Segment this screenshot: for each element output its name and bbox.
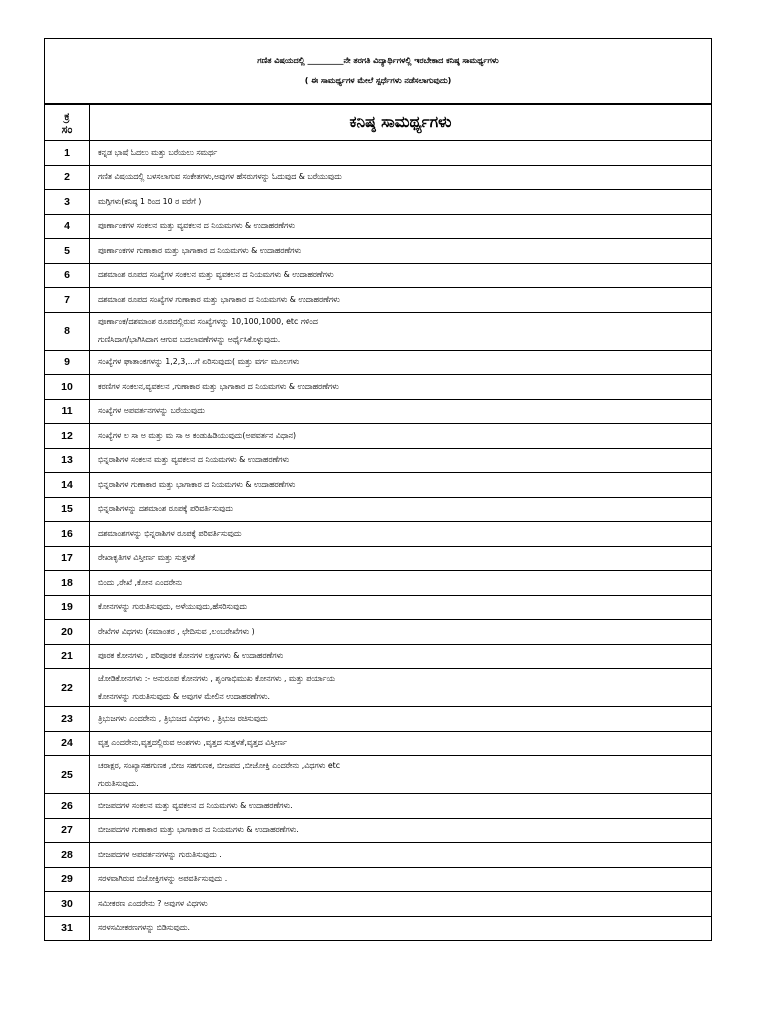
row-number: 17 (45, 546, 90, 571)
competency-text: ಮಗ್ಗಿಗಳು(ಕನಿಷ್ಠ 1 ರಿಂದ 10 ರ ವರೆಗೆ ) (98, 196, 202, 206)
row-number: 8 (45, 312, 90, 350)
table-row (45, 756, 712, 794)
row-number: 25 (45, 756, 90, 794)
competency-text: ಭಿನ್ನರಾಶಿಗಳ ಸಂಕಲನ ಮತ್ತು ವ್ಯವಕಲನ ದ ನಿಯಮಗಳು & ಉದಾಹರಣೆಗಳು (98, 455, 290, 465)
competency-cell (90, 263, 712, 288)
competency-cell (90, 141, 712, 166)
competency-cell (90, 794, 712, 819)
document-header (44, 38, 712, 104)
table-row (45, 794, 712, 819)
competency-text: ದಶಮಾಂಶ ರೂಪದ ಸಂಖ್ಯೆಗಳ ಸಂಕಲನ ಮತ್ತು ವ್ಯವಕಲನ ದ ನಿಯಮಗಳು & ಉದಾಹರಣೆಗಳು (98, 270, 334, 280)
competency-cell (90, 497, 712, 522)
serial-number-header-line2: ಸಂ (61, 122, 73, 136)
row-number: 13 (45, 448, 90, 473)
competency-text: ಸಂಖ್ಯೆಗಳ ಲ ಸಾ ಅ ಮತ್ತು ಮ ಸಾ ಅ ಕಂಡುಹಿಡಿಯುವುದು(ಅಪವರ್ತನ ವಿಧಾನ) (98, 430, 297, 440)
row-number: 11 (45, 399, 90, 424)
competency-text: ಸರಳಸಮೀಕರಣಗಳನ್ನು ಬಿಡಿಸುವುದು. (98, 923, 190, 933)
row-number: 23 (45, 707, 90, 732)
document-sheet (44, 38, 712, 941)
row-number: 29 (45, 867, 90, 892)
competency-cell (90, 756, 712, 794)
table-row (45, 644, 712, 669)
table-row (45, 448, 712, 473)
row-number: 16 (45, 522, 90, 547)
competency-cell (90, 892, 712, 917)
competency-text: ಬಿಂದು ,ರೇಖೆ ,ಕೋನ ಎಂದರೇನು (98, 577, 183, 587)
row-number: 7 (45, 288, 90, 313)
row-number: 30 (45, 892, 90, 917)
competency-cell (90, 375, 712, 400)
competency-cell (90, 620, 712, 645)
table-row (45, 239, 712, 264)
table-row (45, 595, 712, 620)
competency-text: ವೃತ್ತ ಎಂದರೇನು,ವೃತ್ತದಲ್ಲಿರುವ ಅಂಶಗಳು ,ವೃತ್ತದ ಸುತ್ತಳತೆ,ವೃತ್ತದ ವಿಸ್ತೀರ್ಣ (98, 738, 287, 748)
competency-text: ಸಂಖ್ಯೆಗಳ ಘಾತಾಂಕಗಳನ್ನು 1,2,3,...ಗೆ ಏರಿಸುವುದು( ಮತ್ತು ವರ್ಗ ಮೂಲಗಳು (98, 357, 300, 367)
competency-text: ಸಮೀಕರಣ ಎಂದರೇನು ? ಅವುಗಳ ವಿಧಗಳು (98, 898, 208, 908)
competency-text: ಚರಾಕ್ಷರ, ಸಂಖ್ಯಾಸಹಗುಣಕ ,ಬೀಜ ಸಹಗುಣಕ, ಬೀಜಪದ ,ಬೀಜೋಕ್ತಿ ಎಂದರೇನು ,ವಿಧಗಳು etc (98, 760, 341, 770)
table-row (45, 867, 712, 892)
table-row (45, 892, 712, 917)
competency-text: ಭಿನ್ನರಾಶಿಗಳ ಗುಣಾಕಾರ ಮತ್ತು ಭಾಗಾಕಾರ ದ ನಿಯಮಗಳು & ಉದಾಹರಣೆಗಳು (98, 479, 296, 489)
competency-text: ಸರಳವಾಗಿರುವ ಬಿಜೋಕ್ತಿಗಳನ್ನು ಅಪವರ್ತಿಸುವುದು . (98, 874, 228, 884)
row-number: 22 (45, 669, 90, 707)
competency-text: ಭಿನ್ನರಾಶಿಗಳನ್ನು ದಶಮಾಂಶ ರೂಪಕ್ಕೆ ಪರಿವರ್ತಿಸುವುದು (98, 504, 233, 514)
competency-cell (90, 522, 712, 547)
document-subtitle: ( ಈ ಸಾಮರ್ಥ್ಯಗಳ ಮೇಲೆ ಸ್ಪರ್ಧೆಗಳು ನಡೆಸಲಾಗುವುದು) (304, 76, 452, 85)
table-row (45, 190, 712, 215)
row-number: 12 (45, 424, 90, 449)
competency-text-continued: ಕೋನಗಳನ್ನು ಗುರುತಿಸುವುದು & ಅವುಗಳ ಮೇಲಿನ ಉದಾಹರಣೆಗಳು. (98, 691, 270, 701)
table-row (45, 141, 712, 166)
row-number: 10 (45, 375, 90, 400)
row-number: 14 (45, 473, 90, 498)
competency-cell (90, 669, 712, 707)
competency-text-continued: ಗುಣಿಸಿದಾಗ/ಭಾಗಿಸಿದಾಗ ಆಗುವ ಬದಲಾವಣೆಗಳನ್ನು ಅರ್ಥೈಸಿಕೊಳ್ಳುವುದು. (98, 335, 281, 344)
competency-cell (90, 473, 712, 498)
row-number: 28 (45, 843, 90, 868)
row-number: 24 (45, 731, 90, 756)
table-row (45, 546, 712, 571)
row-number: 31 (45, 916, 90, 941)
row-number: 1 (45, 141, 90, 166)
competency-table (44, 104, 712, 941)
table-row (45, 473, 712, 498)
competency-cell (90, 595, 712, 620)
competency-cell (90, 843, 712, 868)
competency-cell (90, 165, 712, 190)
competency-cell (90, 399, 712, 424)
row-number: 26 (45, 794, 90, 819)
table-row (45, 263, 712, 288)
row-number: 19 (45, 595, 90, 620)
row-number: 21 (45, 644, 90, 669)
row-number: 15 (45, 497, 90, 522)
competency-text-continued: ಗುರುತಿಸುವುದು. (98, 778, 139, 788)
table-row (45, 707, 712, 732)
table-header-row (45, 105, 712, 141)
competency-text: ಪೂರ್ಣಾಂಕಗಳ ಗುಣಾಕಾರ ಮತ್ತು ಭಾಗಾಕಾರ ದ ನಿಯಮಗಳು & ಉದಾಹರಣೆಗಳು (98, 245, 302, 255)
competency-text: ಕೋನಗಳನ್ನು ಗುರುತಿಸುವುದು, ಅಳೆಯುವುದು,ಹೆಸರಿಸುವುದು (98, 602, 248, 612)
competency-text: ಬೀಜಪದಗಳ ಸಂಕಲನ ಮತ್ತು ವ್ಯವಕಲನ ದ ನಿಯಮಗಳು & ಉದಾಹರಣೆಗಳು. (98, 800, 293, 810)
competency-text: ರೇಖೆಗಳ ವಿಧಗಳು (ಸಮಾಂತರ , ಛೇದಿಸುವ ,ಲಂಬರೇಖೆಗಳು ) (98, 626, 255, 636)
table-row (45, 916, 712, 941)
competency-text: ಗಣಿತ ವಿಷಯದಲ್ಲಿ ಬಳಸಲಾಗುವ ಸಂಕೇತಗಳು,ಅವುಗಳ ಹೆಸರುಗಳನ್ನು ಓದುವುದ & ಬರೆಯುವುದು (98, 172, 342, 182)
serial-number-header (45, 105, 90, 141)
table-row (45, 312, 712, 350)
competency-text: ಜೋಡಿಕೋನಗಳು :- ಅನುರೂಪ ಕೋನಗಳು , ಶೃಂಗಾಭಿಮುಖ ಕೋನಗಳು , ಮತ್ತು ಪರ್ಯಾಯ (98, 673, 335, 683)
row-number: 2 (45, 165, 90, 190)
row-number: 3 (45, 190, 90, 215)
competency-cell (90, 571, 712, 596)
competency-cell (90, 239, 712, 264)
competency-column-header: ಕನಿಷ್ಠ ಸಾಮರ್ಥ್ಯಗಳು (90, 105, 712, 141)
competency-cell (90, 867, 712, 892)
table-row (45, 350, 712, 375)
competency-cell (90, 214, 712, 239)
competency-cell (90, 916, 712, 941)
table-row (45, 497, 712, 522)
row-number: 4 (45, 214, 90, 239)
table-row (45, 843, 712, 868)
table-row (45, 669, 712, 707)
table-row (45, 375, 712, 400)
competency-cell (90, 707, 712, 732)
table-row (45, 399, 712, 424)
competency-text: ಸಂಖ್ಯೆಗಳ ಅಪವರ್ತನಗಳನ್ನು ಬರೆಯುವುದು (98, 406, 205, 416)
competency-text: ದಶಮಾಂಶಗಳನ್ನು ಭಿನ್ನರಾಶಿಗಳ ರೂಪಕ್ಕೆ ಪರಿವರ್ತಿಸುವುದು (98, 528, 242, 538)
competency-cell (90, 350, 712, 375)
competency-cell (90, 546, 712, 571)
competency-text: ರೇಖಾಕೃತಿಗಳ ವಿಸ್ತೀರ್ಣ ಮತ್ತು ಸುತ್ತಳತೆ (98, 553, 196, 563)
table-row (45, 620, 712, 645)
competency-text: ಪೂರ್ಣಾಂಕಗಳ ಸಂಕಲನ ಮತ್ತು ವ್ಯವಕಲನ ದ ನಿಯಮಗಳು & ಉದಾಹರಣೆಗಳು (98, 221, 295, 231)
competency-text: ಬೀಜಪದಗಳ ಅಪವರ್ತನಗಳನ್ನು ಗುರುತಿಸುವುದು . (98, 849, 222, 859)
competency-text: ಪೂರ್ಣಾಂಕ/ದಶಮಾಂಶ ರೂಪದಲ್ಲಿರುವ ಸಂಖ್ಯೆಗಳನ್ನು 10,100,1000, etc ಗಳಿಂದ (98, 317, 318, 326)
competency-cell (90, 288, 712, 313)
table-row (45, 424, 712, 449)
table-row (45, 818, 712, 843)
table-row (45, 214, 712, 239)
document-title: ಗಣಿತ ವಿಷಯದಲ್ಲಿ _________ನೇ ತರಗತಿ ವಿದ್ಯಾರ್ಥಿಗಳಲ್ಲಿ ಇರಬೇಕಾದ ಕನಿಷ್ಠ ಸಾಮರ್ಥ್ಯಗಳು (257, 56, 499, 65)
table-row (45, 571, 712, 596)
row-number: 20 (45, 620, 90, 645)
row-number: 9 (45, 350, 90, 375)
table-row (45, 731, 712, 756)
row-number: 6 (45, 263, 90, 288)
table-row (45, 522, 712, 547)
competency-cell (90, 448, 712, 473)
table-row (45, 288, 712, 313)
row-number: 5 (45, 239, 90, 264)
row-number: 18 (45, 571, 90, 596)
competency-text: ತ್ರಿಭುಜಗಳು ಎಂದರೇನು , ತ್ರಿಭುಜದ ವಿಧಗಳು , ತ್ರಿಭುಜ ರಚಿಸುವುದು (98, 713, 268, 723)
competency-cell (90, 312, 712, 350)
competency-cell (90, 190, 712, 215)
competency-cell (90, 731, 712, 756)
competency-text: ಕರಣಿಗಳ ಸಂಕಲನ,ವ್ಯವಕಲನ ,ಗುಣಾಕಾರ ಮತ್ತು ಭಾಗಾಕಾರ ದ ನಿಯಮಗಳು & ಉದಾಹರಣೆಗಳು (98, 381, 339, 391)
competency-cell (90, 644, 712, 669)
competency-cell (90, 424, 712, 449)
row-number: 27 (45, 818, 90, 843)
competency-text: ದಶಮಾಂಶ ರೂಪದ ಸಂಖ್ಯೆಗಳ ಗುಣಾಕಾರ ಮತ್ತು ಭಾಗಾಕಾರ ದ ನಿಯಮಗಳು & ಉದಾಹರಣೆಗಳು (98, 294, 340, 304)
serial-number-header-line1: ಕ್ರ (64, 109, 70, 123)
competency-text: ಕನ್ನಡ ಭಾಷೆ ಓದಲು ಮತ್ತು ಬರೆಯಲು ಸಮರ್ಥ (98, 147, 218, 157)
competency-text: ಬೀಜಪದಗಳ ಗುಣಾಕಾರ ಮತ್ತು ಭಾಗಾಕಾರ ದ ನಿಯಮಗಳು & ಉದಾಹರಣೆಗಳು. (98, 825, 299, 835)
competency-text: ಪೂರಕ ಕೋನಗಳು , ಪರಿಪೂರಕ ಕೋನಗಳ ಲಕ್ಷಣಗಳು & ಉದಾಹರಣೆಗಳು (98, 651, 284, 661)
competency-cell (90, 818, 712, 843)
table-row (45, 165, 712, 190)
